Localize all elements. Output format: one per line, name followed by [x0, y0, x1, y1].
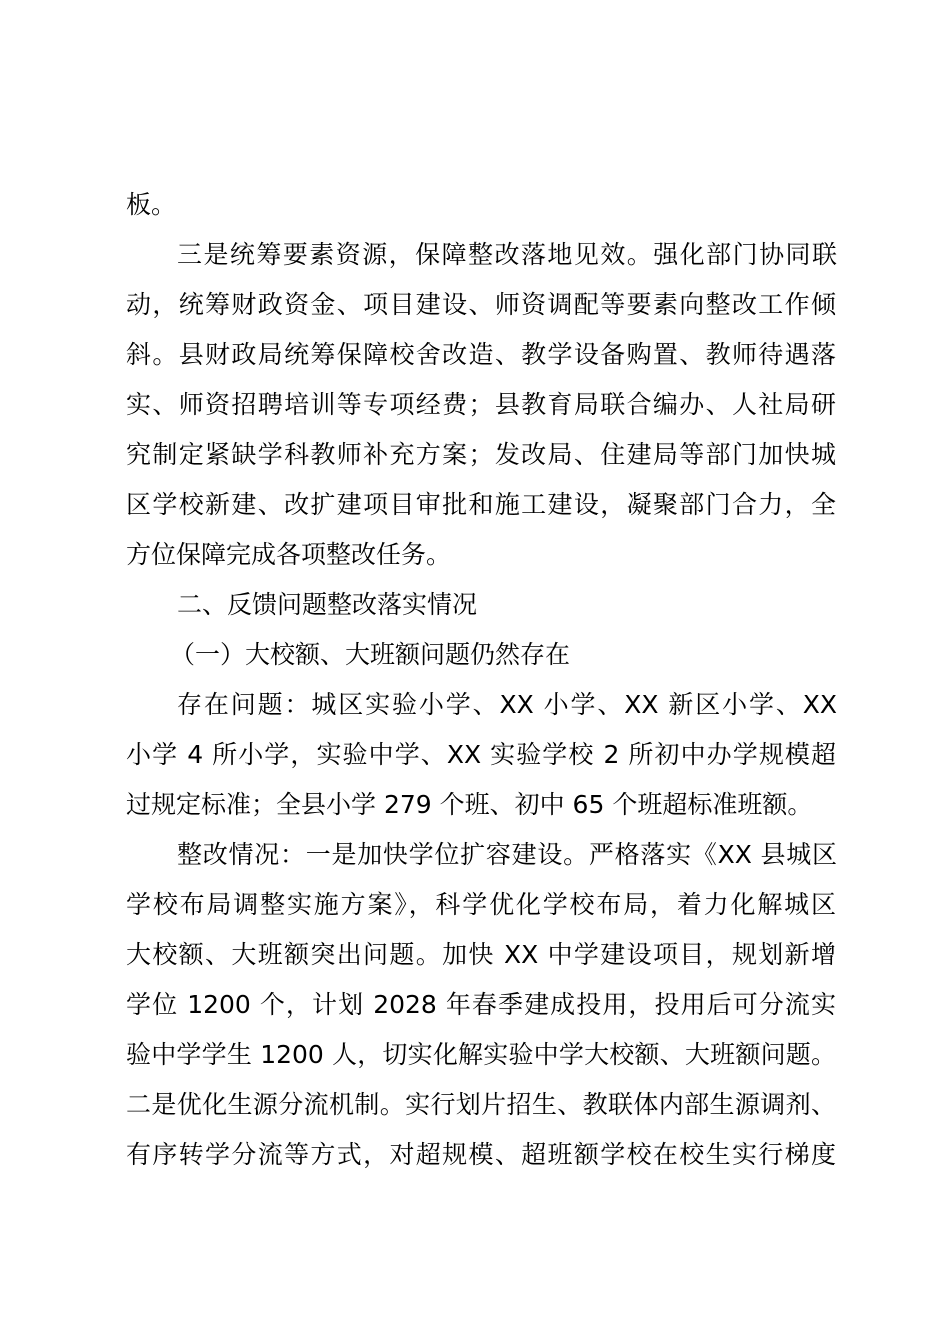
paragraph-line: 板。	[126, 190, 177, 219]
section-heading: 二、反馈问题整改落实情况	[177, 590, 478, 619]
paragraph-line: 三是统筹要素资源，保障整改落地见效。强化部门协同联	[177, 240, 837, 269]
paragraph-line: 学位 1200 个，计划 2028 年春季建成投用，投用后可分流实	[126, 990, 836, 1019]
paragraph-line: 究制定紧缺学科教师补充方案；发改局、住建局等部门加快城	[126, 440, 836, 469]
paragraph-line: 斜。县财政局统筹保障校舍改造、教学设备购置、教师待遇落	[126, 340, 836, 369]
subsection-heading: （一）大校额、大班额问题仍然存在	[170, 640, 571, 669]
paragraph-line: 验中学学生 1200 人，切实化解实验中学大校额、大班额问题。	[126, 1040, 836, 1069]
paragraph-line: 方位保障完成各项整改任务。	[126, 540, 452, 569]
paragraph-line: 过规定标准；全县小学 279 个班、初中 65 个班超标准班额。	[126, 790, 813, 819]
paragraph-line: 小学 4 所小学，实验中学、XX 实验学校 2 所初中办学规模超	[126, 740, 836, 769]
paragraph-line: 存在问题：城区实验小学、XX 小学、XX 新区小学、XX	[177, 690, 837, 719]
paragraph-line: 学校布局调整实施方案》，科学优化学校布局，着力化解城区	[126, 890, 836, 919]
paragraph-line: 二是优化生源分流机制。实行划片招生、教联体内部生源调剂、	[126, 1090, 836, 1119]
paragraph-line: 区学校新建、改扩建项目审批和施工建设，凝聚部门合力，全	[126, 490, 836, 519]
paragraph-line: 实、师资招聘培训等专项经费；县教育局联合编办、人社局研	[126, 390, 836, 419]
paragraph-line: 动，统筹财政资金、项目建设、师资调配等要素向整改工作倾	[126, 290, 836, 319]
paragraph-line: 整改情况：一是加快学位扩容建设。严格落实《XX 县城区	[177, 840, 837, 869]
paragraph-line: 有序转学分流等方式，对超规模、超班额学校在校生实行梯度	[126, 1140, 836, 1169]
paragraph-line: 大校额、大班额突出问题。加快 XX 中学建设项目，规划新增	[126, 940, 836, 969]
